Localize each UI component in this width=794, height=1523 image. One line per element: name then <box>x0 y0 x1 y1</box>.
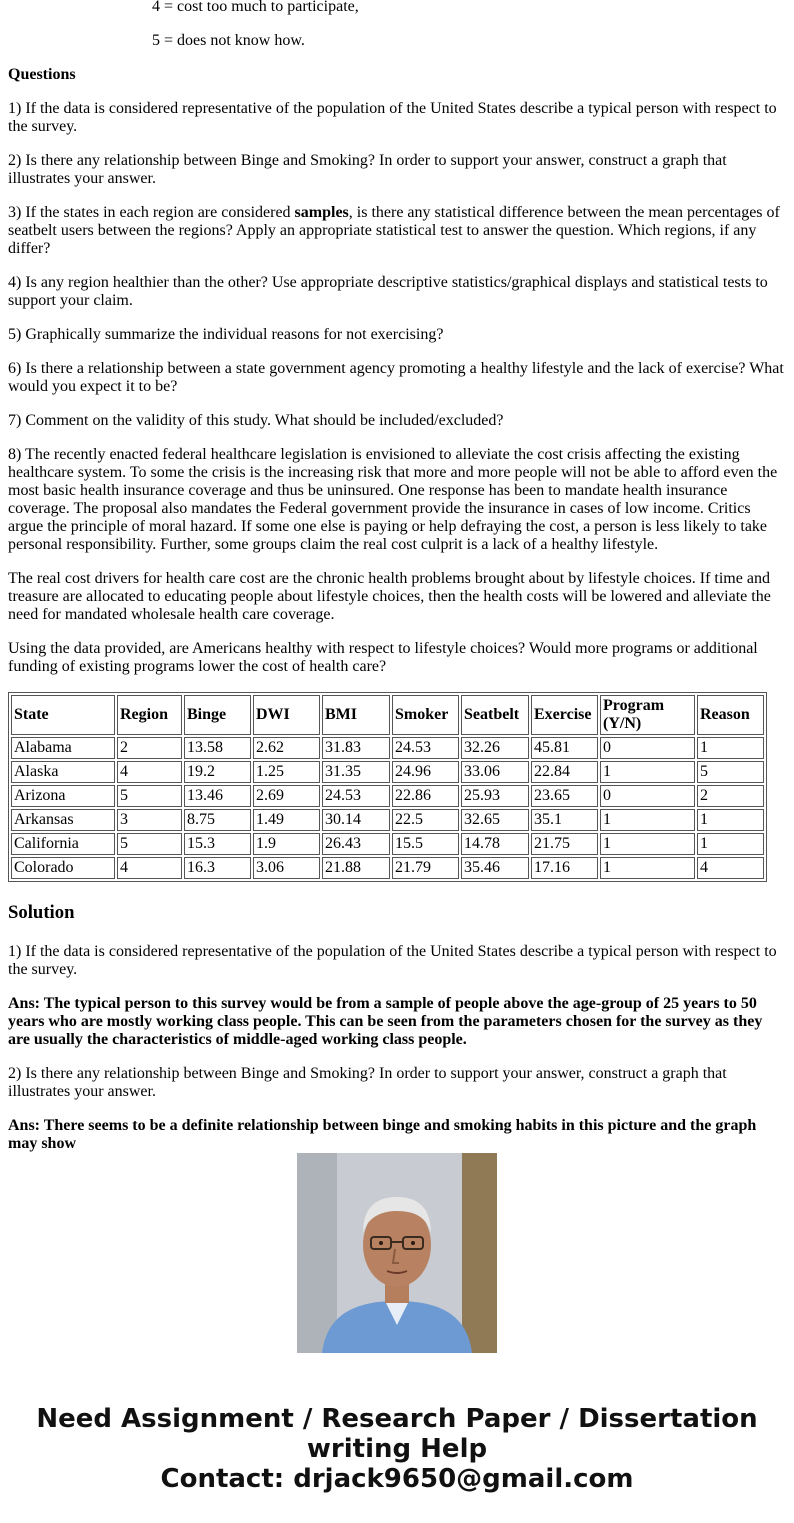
question-paragraph <box>8 326 786 344</box>
table-cell: Arkansas <box>11 809 115 831</box>
column-header: Seatbelt <box>461 695 529 735</box>
table-cell: 5 <box>117 833 182 855</box>
table-cell: 45.81 <box>531 737 598 759</box>
table-cell: 15.3 <box>184 833 251 855</box>
table-cell: 2 <box>697 785 764 807</box>
table-cell: 25.93 <box>461 785 529 807</box>
table-cell: 1 <box>697 809 764 831</box>
author-portrait-image <box>297 1153 497 1353</box>
table-cell: Alabama <box>11 737 115 759</box>
table-cell: 2 <box>117 737 182 759</box>
table-cell: 3 <box>117 809 182 831</box>
questions-heading: Questions <box>8 66 76 83</box>
promo-banner <box>0 1404 794 1494</box>
question-paragraph <box>8 446 786 554</box>
column-header: Binge <box>184 695 251 735</box>
table-cell: 24.53 <box>322 785 390 807</box>
question-paragraph <box>8 100 786 136</box>
table-cell: 17.16 <box>531 857 598 879</box>
table-cell: Arizona <box>11 785 115 807</box>
table-cell: 2.62 <box>253 737 320 759</box>
table-cell: 23.65 <box>531 785 598 807</box>
table-cell: 1.49 <box>253 809 320 831</box>
question-text: Using the data provided, are Americans healthy with respect to lifestyle choices? Would more programs or additional funding of existing programs lower the cost of health care? <box>8 640 758 675</box>
table-cell: 14.78 <box>461 833 529 855</box>
promo-line-1: Need Assignment / Research Paper / Dissertation writing Help <box>36 1404 758 1464</box>
table-cell: 21.75 <box>531 833 598 855</box>
question-text: 8) The recently enacted federal healthcare legislation is envisioned to alleviate the cost crisis affecting the existing healthcare system. To some the crisis is the increasing risk that more and more people will not be able to afford even the most basic health insurance coverage and thus be uninsured. One response has been to mandate health insurance coverage. The proposal also mandates the Federal government provide the insurance in cases of low income. Critics argue the principle of moral hazard. If some one else is paying or help defraying the cost, a person is less likely to take personal responsibility. Further, some groups claim the real cost culprit is a lack of a healthy lifestyle. <box>8 446 778 553</box>
table-cell: 22.86 <box>392 785 459 807</box>
table-row <box>11 785 764 807</box>
table-cell: 1.9 <box>253 833 320 855</box>
option-item: 4 = cost too much to participate, <box>152 0 359 15</box>
question-paragraph <box>8 152 786 188</box>
table-cell: 21.88 <box>322 857 390 879</box>
author-avatar <box>297 1153 497 1353</box>
question-list <box>8 100 786 676</box>
table-row <box>11 809 764 831</box>
table-body <box>11 737 764 879</box>
table-cell: 31.35 <box>322 761 390 783</box>
column-header: Smoker <box>392 695 459 735</box>
table-row <box>11 857 764 879</box>
column-header: Exercise <box>531 695 598 735</box>
data-table <box>8 692 767 882</box>
table-cell: 4 <box>117 761 182 783</box>
table-cell: 16.3 <box>184 857 251 879</box>
table-cell: 0 <box>600 737 695 759</box>
table-cell: 13.46 <box>184 785 251 807</box>
question-text: 4) Is any region healthier than the other? Use appropriate descriptive statistics/graphical displays and statistical tests to support your claim. <box>8 274 768 309</box>
table-cell: 22.84 <box>531 761 598 783</box>
question-paragraph <box>8 204 786 258</box>
question-text: 7) Comment on the validity of this study. What should be included/excluded? <box>8 412 504 429</box>
solution-answer-1: Ans: The typical person to this survey would be from a sample of people above the age-group of 25 years to 50 years who are mostly working class people. This can be seen from the parameters chosen for the survey as they are usually the characteristics of middle-aged working class people. <box>8 995 763 1048</box>
table-row <box>11 833 764 855</box>
table-cell: 1.25 <box>253 761 320 783</box>
column-header: State <box>11 695 115 735</box>
question-paragraph <box>8 640 786 676</box>
question-paragraph <box>8 274 786 310</box>
column-header: Program (Y/N) <box>600 695 695 735</box>
question-text-continued: , is there any statistical difference between the mean percentages of seatbelt users between the regions? Apply an appropriate statistical test to answer the question. Which regions, if any differ? <box>8 204 780 257</box>
column-header: Reason <box>697 695 764 735</box>
document-content <box>8 0 786 1152</box>
table-cell: 24.96 <box>392 761 459 783</box>
table-cell: 31.83 <box>322 737 390 759</box>
table-cell: 4 <box>697 857 764 879</box>
table-cell: 1 <box>600 809 695 831</box>
solution-question-2: 2) Is there any relationship between Binge and Smoking? In order to support your answer, construct a graph that illustrates your answer. <box>8 1065 727 1100</box>
table-cell: 1 <box>697 833 764 855</box>
table-cell: 30.14 <box>322 809 390 831</box>
table-cell: 8.75 <box>184 809 251 831</box>
question-text: 2) Is there any relationship between Binge and Smoking? In order to support your answer, construct a graph that illustrates your answer. <box>8 152 727 187</box>
table-cell: 1 <box>600 833 695 855</box>
table-cell: Colorado <box>11 857 115 879</box>
table-cell: 26.43 <box>322 833 390 855</box>
table-cell: 33.06 <box>461 761 529 783</box>
table-cell: 1 <box>697 737 764 759</box>
promo-contact[interactable]: Contact: drjack9650@gmail.com <box>160 1464 634 1494</box>
column-header: BMI <box>322 695 390 735</box>
table-header-row <box>11 695 764 735</box>
table-cell: 1 <box>600 761 695 783</box>
table-cell: 0 <box>600 785 695 807</box>
solution-answer-2-truncated: Ans: There seems to be a definite relationship between binge and smoking habits in this picture and the graph may show <box>8 1117 757 1152</box>
question-text: The real cost drivers for health care cost are the chronic health problems brought about by lifestyle choices. If time and treasure are allocated to educating people about lifestyle choices, then the health costs will be lowered and alleviate the need for mandated wholesale health care coverage. <box>8 570 771 623</box>
table-cell: 21.79 <box>392 857 459 879</box>
table-cell: 22.5 <box>392 809 459 831</box>
table-row <box>11 737 764 759</box>
table-cell: 5 <box>117 785 182 807</box>
question-paragraph <box>8 360 786 396</box>
table-cell: 13.58 <box>184 737 251 759</box>
question-text: 6) Is there a relationship between a state government agency promoting a healthy lifestyle and the lack of exercise? What would you expect it to be? <box>8 360 784 395</box>
table-cell: 1 <box>600 857 695 879</box>
table-cell: 32.65 <box>461 809 529 831</box>
solution-heading: Solution <box>8 902 75 923</box>
option-item: 5 = does not know how. <box>152 32 305 49</box>
table-cell: 4 <box>117 857 182 879</box>
column-header: DWI <box>253 695 320 735</box>
table-cell: Alaska <box>11 761 115 783</box>
table-cell: 15.5 <box>392 833 459 855</box>
table-cell: California <box>11 833 115 855</box>
table-cell: 35.46 <box>461 857 529 879</box>
question-text: 1) If the data is considered representative of the population of the United States describe a typical person with respect to the survey. <box>8 100 777 135</box>
column-header: Region <box>117 695 182 735</box>
question-emphasis: samples <box>294 204 349 221</box>
question-text: 5) Graphically summarize the individual reasons for not exercising? <box>8 326 444 343</box>
table-cell: 32.26 <box>461 737 529 759</box>
solution-question-1: 1) If the data is considered representative of the population of the United States describe a typical person with respect to the survey. <box>8 943 777 978</box>
question-paragraph <box>8 412 786 430</box>
table-row <box>11 761 764 783</box>
question-paragraph <box>8 570 786 624</box>
option-list <box>8 0 786 50</box>
table-cell: 2.69 <box>253 785 320 807</box>
table-cell: 35.1 <box>531 809 598 831</box>
table-cell: 24.53 <box>392 737 459 759</box>
table-cell: 3.06 <box>253 857 320 879</box>
table-cell: 5 <box>697 761 764 783</box>
question-text: 3) If the states in each region are considered <box>8 204 295 221</box>
table-cell: 19.2 <box>184 761 251 783</box>
